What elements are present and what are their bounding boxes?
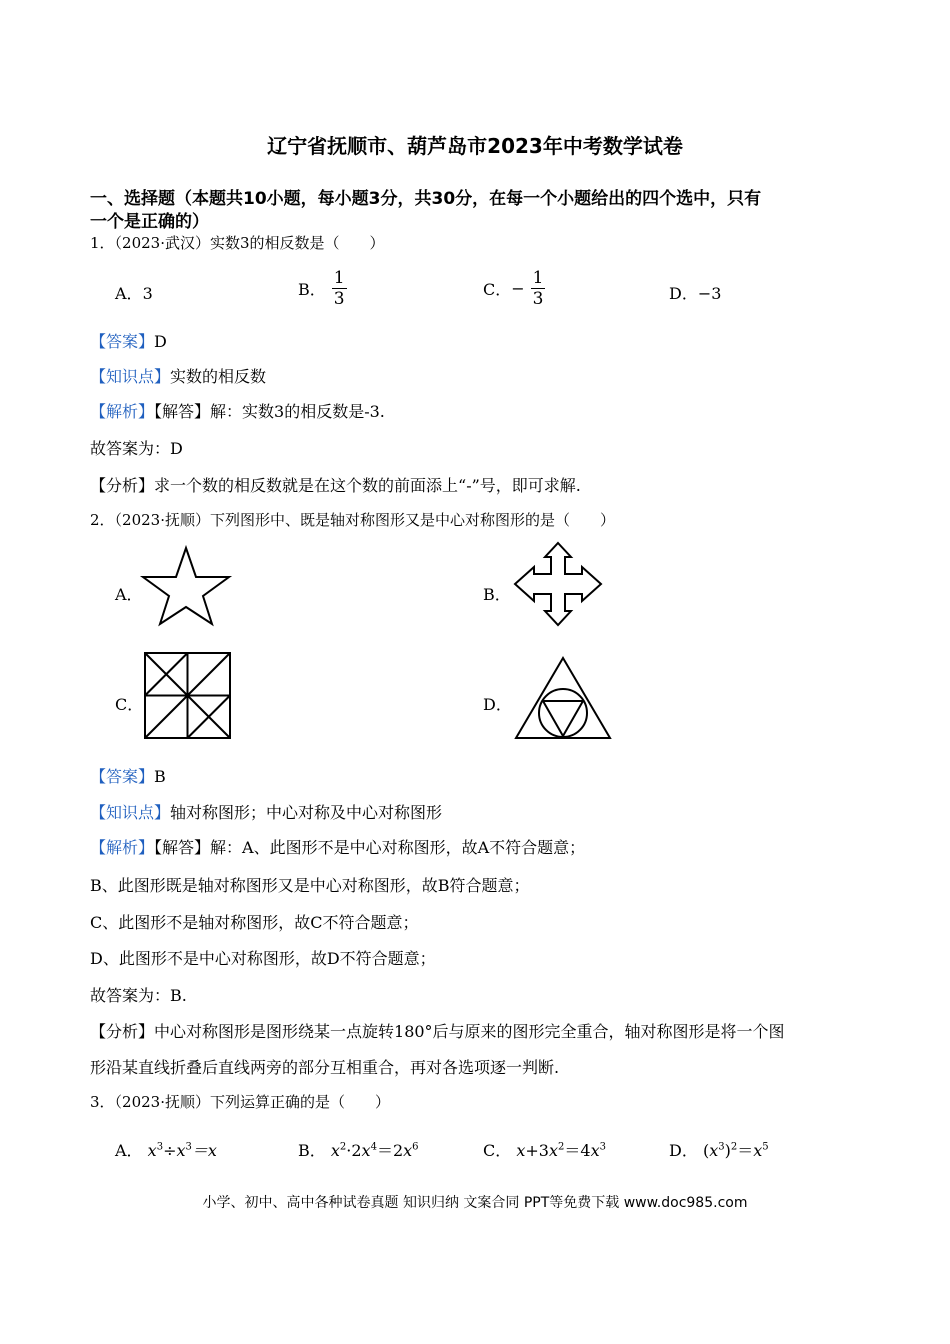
q2-option-c-label: C．	[115, 695, 144, 714]
q2-note-line2: 形沿某直线折叠后直线两旁的部分互相重合，再对各选项逐一判断.	[90, 1058, 560, 1077]
q2-option-d-label: D．	[483, 695, 512, 714]
q1-knowledge: 【知识点】实数的相反数	[90, 367, 267, 386]
q1-option-b: B． $\frac{1}{3}$	[298, 268, 345, 309]
q1-stem: 1．（2023·武汉）实数3的相反数是（ ）	[90, 234, 385, 252]
section-heading-line1: 一、选择题（本题共10小题，每小题3分，共30分，在每一个小题给出的四个选中，只有	[90, 189, 762, 209]
page-title: 辽宁省抚顺市、葫芦岛市2023年中考数学试卷	[267, 134, 683, 158]
q2-arrow-cross-figure	[514, 542, 602, 626]
q3-option-b: B． $x^2\cdot 2x^4=2x^6$	[298, 1141, 419, 1160]
q2-analysis-c: C、此图形不是轴对称图形，故C不符合题意；	[90, 913, 419, 932]
q1-option-d: D．−3	[669, 284, 722, 303]
q2-triangle-grid-figure	[144, 652, 232, 740]
q1-option-c: C．− $\frac{1}{3}$	[483, 268, 544, 309]
q1-note: 【分析】求一个数的相反数就是在这个数的前面添上“-”号，即可求解.	[90, 476, 581, 495]
q3-option-a: A． $x^3\div x^3=x$	[115, 1141, 217, 1160]
q3-stem: 3．（2023·抚顺）下列运算正确的是（ ）	[90, 1093, 390, 1111]
q2-analysis: 【解析】【解答】解：A、此图形不是中心对称图形，故A不符合题意；	[90, 838, 586, 857]
q1-option-c-fraction: $\frac{1}{3}$	[532, 268, 544, 309]
q2-option-b-label: B．	[483, 585, 511, 604]
q1-option-b-fraction: $\frac{1}{3}$	[333, 268, 345, 309]
q3-option-c: C． $x+3x^2=4x^3$	[483, 1141, 606, 1160]
q2-final: 故答案为：B.	[90, 986, 187, 1005]
q1-answer: 【答案】D	[90, 332, 167, 351]
q3-option-d: D． $(x^3)^2=x^5$	[669, 1141, 769, 1160]
q2-analysis-d: D、此图形不是中心对称图形，故D不符合题意；	[90, 949, 436, 968]
section-heading-line2: 一个是正确的）	[90, 212, 209, 232]
q2-answer: 【答案】B	[90, 767, 166, 786]
q2-stem: 2．（2023·抚顺）下列图形中、既是轴对称图形又是中心对称图形的是（ ）	[90, 511, 615, 529]
q1-analysis: 【解析】【解答】解：实数3的相反数是-3.	[90, 402, 385, 421]
q2-analysis-b: B、此图形既是轴对称图形又是中心对称图形，故B符合题意；	[90, 876, 530, 895]
q2-star-figure	[143, 546, 233, 626]
page-footer: 小学、初中、高中各种试卷真题 知识归纳 文案合同 PPT等免费下载 www.doc985.com	[202, 1195, 748, 1211]
q2-note-line1: 【分析】中心对称图形是图形绕某一点旋转180°后与原来的图形完全重合，轴对称图形是将一个图	[90, 1022, 785, 1041]
q1-option-a: A．3	[115, 284, 153, 303]
q2-option-a-label: A．	[115, 585, 143, 604]
q2-triangle-circle-figure	[514, 656, 612, 740]
q2-knowledge: 【知识点】轴对称图形；中心对称及中心对称图形	[90, 803, 443, 822]
q1-final: 故答案为：D	[90, 439, 183, 458]
